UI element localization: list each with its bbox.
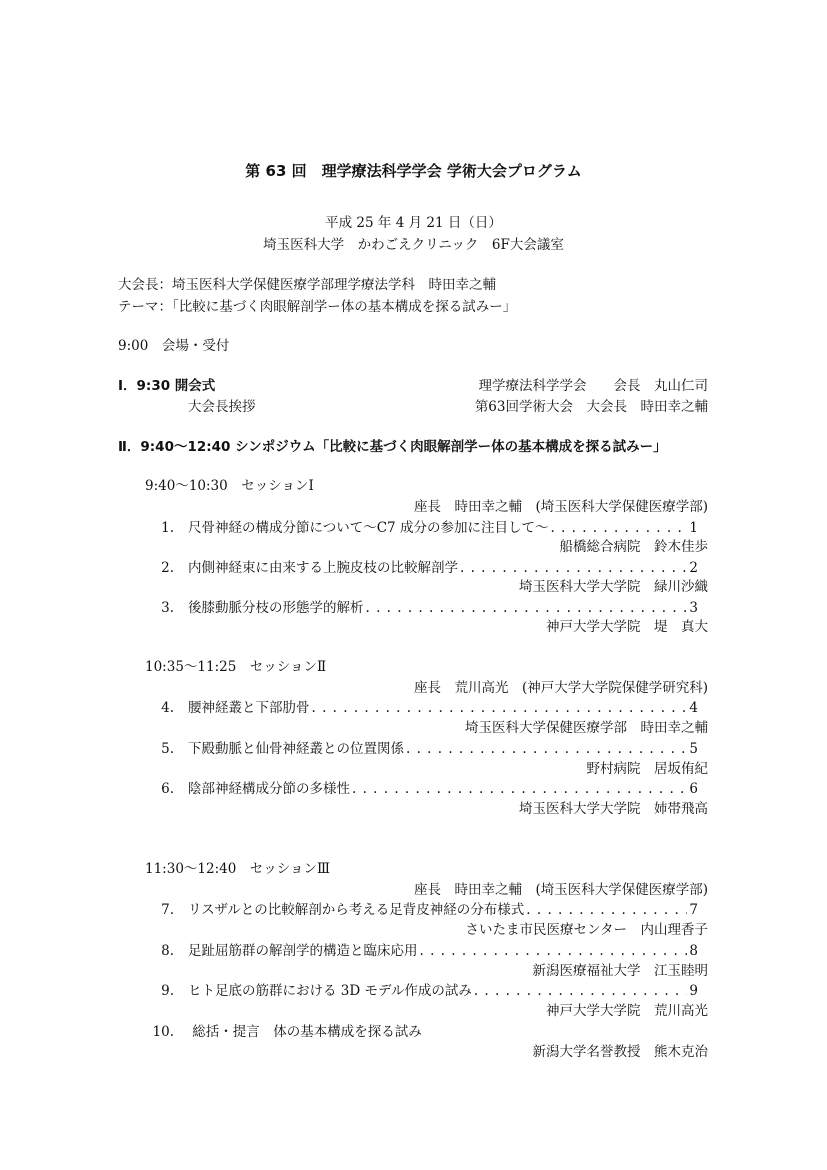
talk-author: 神戸大学大学院 荒川高光	[546, 1003, 708, 1019]
page-title: 第 63 回 理学療法科学学会 学術大会プログラム	[245, 162, 582, 180]
talk-page: 1	[689, 520, 698, 536]
talk-title: リスザルとの比較解剖から考える足背皮神経の分布様式	[188, 902, 525, 918]
president-line: 大会長：埼玉医科大学保健医療学部理学療法学科 時田幸之輔	[118, 277, 496, 293]
talk-number: 9.	[161, 983, 174, 999]
talk-page: 9	[689, 983, 698, 999]
talk-number: 10.	[152, 1024, 174, 1040]
talk-author: 埼玉医科大学大学院 緑川沙織	[519, 579, 708, 595]
talk-item	[150, 898, 698, 918]
session-title: 11:30〜12:40 セッションⅢ	[145, 861, 331, 877]
talk-author: 埼玉医科大学大学院 姉帯飛高	[519, 801, 708, 817]
talk-page: 3	[689, 600, 698, 616]
session-chair: 座長 時田幸之輔 (埼玉医科大学保健医療学部)	[413, 882, 708, 898]
talk-title: 陰部神経構成分節の多様性	[188, 781, 350, 797]
session-chair: 座長 荒川高光 (神戸大学大学院保健学研究科)	[413, 680, 708, 696]
event-date: 平成 25 年 4 月 21 日（日）	[325, 215, 502, 231]
talk-author: 埼玉医科大学保健医療学部 時田幸之輔	[465, 720, 708, 736]
talk-page: 2	[689, 560, 698, 576]
section-1-greeting: 大会長挨拶	[188, 399, 256, 415]
talk-author: 野村病院 居坂侑紀	[586, 761, 708, 777]
talk-item	[150, 596, 698, 616]
session-title: 9:40〜10:30 セッションⅠ	[145, 478, 314, 494]
talk-page: 5	[689, 741, 698, 757]
talk-page: 4	[689, 700, 698, 716]
section-1-heading: Ⅰ．9:30 開会式	[118, 378, 216, 394]
talk-item	[150, 737, 698, 757]
talk-page: 8	[689, 943, 698, 959]
talk-title: 腰神経叢と下部肋骨	[188, 700, 310, 716]
talk-author: さいたま市民医療センター 内山理香子	[465, 922, 708, 938]
talk-number: 3.	[161, 600, 174, 616]
talk-title: 尺骨神経の構成分節について〜C7 成分の参加に注目して〜	[188, 520, 549, 536]
talk-number: 6.	[161, 781, 174, 797]
talk-title: 内側神経束に由来する上腕皮枝の比較解剖学	[188, 560, 458, 576]
talk-number: 4.	[161, 700, 174, 716]
section-2-heading: Ⅱ．9:40〜12:40 シンポジウム「比較に基づく肉眼解剖学ー体の基本構成を探る試みー」	[118, 439, 667, 455]
talk-item	[150, 1020, 422, 1040]
talk-number: 8.	[161, 943, 174, 959]
section-1-organizer: 理学療法科学学会 会長 丸山仁司	[478, 378, 708, 394]
talk-item	[150, 516, 698, 536]
section-1-president: 第63回学術大会 大会長 時田幸之輔	[474, 399, 708, 415]
talk-item	[150, 939, 698, 959]
talk-item	[150, 979, 698, 999]
talk-author: 神戸大学大学院 堤 真大	[546, 619, 708, 635]
talk-item	[150, 696, 698, 716]
talk-title: ヒト足底の筋群における 3D モデル作成の試み	[188, 983, 472, 999]
talk-author: 新潟大学名誉教授 熊木克治	[532, 1044, 708, 1060]
event-venue: 埼玉医科大学 かわごえクリニック 6F大会議室	[263, 237, 564, 253]
talk-item	[150, 777, 698, 797]
reception-line: 9:00 会場・受付	[118, 338, 230, 354]
talk-title: 足趾屈筋群の解剖学的構造と臨床応用	[188, 943, 418, 959]
talk-number: 1.	[161, 520, 174, 536]
talk-title: 後膝動脈分枝の形態学的解析	[188, 600, 364, 616]
talk-page: 7	[689, 902, 698, 918]
theme-line: テーマ：「比較に基づく肉眼解剖学ー体の基本構成を探る試みー」	[118, 299, 517, 315]
session-title: 10:35〜11:25 セッションⅡ	[145, 659, 327, 675]
talk-item	[150, 556, 698, 576]
talk-number: 7.	[161, 902, 174, 918]
talk-title: 下殿動脈と仙骨神経叢との位置関係	[188, 741, 404, 757]
talk-number: 5.	[161, 741, 174, 757]
talk-number: 2.	[161, 560, 174, 576]
talk-author: 新潟医療福祉大学 江玉睦明	[532, 963, 708, 979]
talk-author: 船橋総合病院 鈴木佳歩	[559, 539, 708, 555]
talk-page: 6	[689, 781, 698, 797]
talk-title: 総括・提言 体の基本構成を探る試み	[192, 1024, 422, 1040]
session-chair: 座長 時田幸之輔 (埼玉医科大学保健医療学部)	[413, 499, 708, 515]
